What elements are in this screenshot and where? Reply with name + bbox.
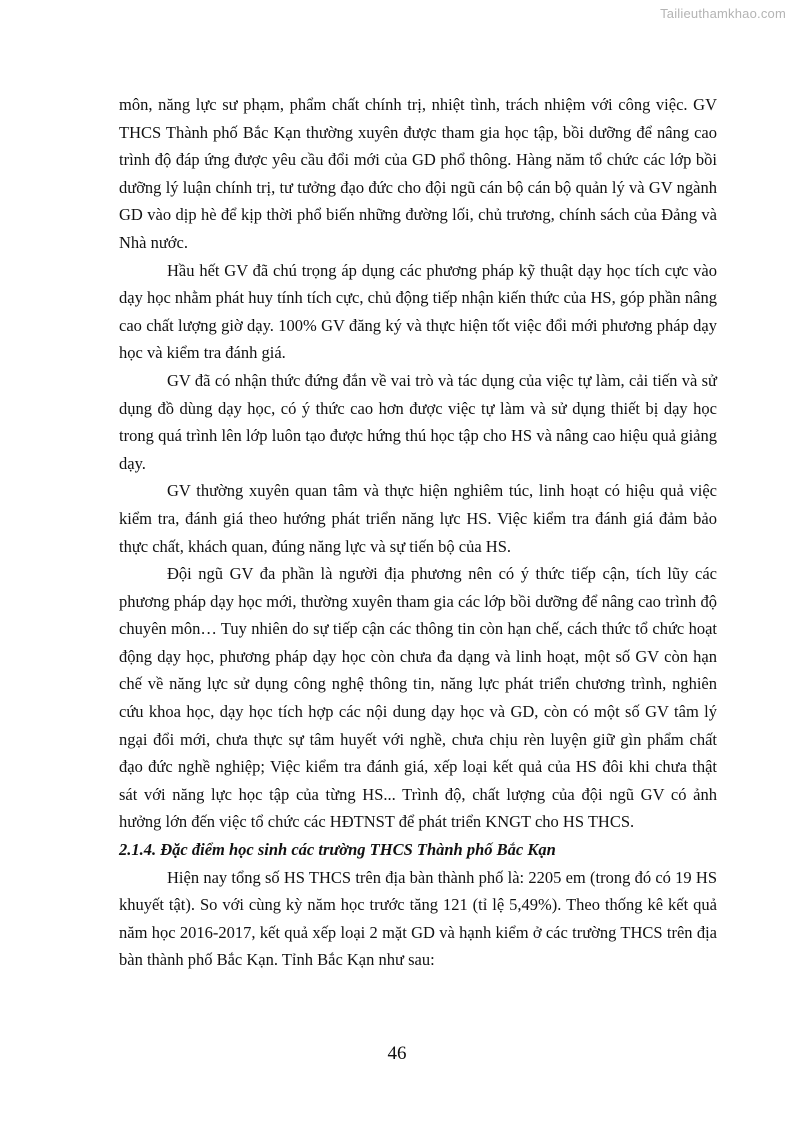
page-number: 46 [387,1043,407,1064]
document-body [119,91,717,974]
paragraph-continued: môn, năng lực sư phạm, phẩm chất chính trị, nhiệt tình, trách nhiệm với công việc. GV THCS Thành phố Bắc Kạn thường xuyên được tham gia học tập, bồi dưỡng để nâng cao trình độ đáp ứng được yêu cầu đổi mới của GD phổ thông. Hàng năm tổ chức các lớp bồi dưỡng lý luận chính trị, tư tưởng đạo đức cho đội ngũ cán bộ cán bộ quản lý và GV ngành GD vào dịp hè để kịp thời phổ biến những đường lối, chủ trương, chính sách của Đảng và Nhà nước. [119,95,717,252]
paragraph: Đội ngũ GV đa phần là người địa phương nên có ý thức tiếp cận, tích lũy các phương pháp dạy học mới, thường xuyên tham gia các lớp bồi dưỡng để nâng cao trình độ chuyên môn… Tuy nhiên do sự tiếp cận các thông tin còn hạn chế, cách thức tổ chức hoạt động dạy học, phương pháp dạy học còn chưa đa dạng và linh hoạt, một số GV còn hạn chế về năng lực sử dụng công nghệ thông tin, năng lực phát triển chương trình, nghiên cứu khoa học, dạy học tích hợp các nội dung dạy học và GD, còn có một số GV tâm lý ngại đổi mới, chưa thực sự tâm huyết với nghề, chưa chịu rèn luyện giữ gìn phẩm chất đạo đức nghề nghiệp; Việc kiểm tra đánh giá, xếp loại kết quả của HS đôi khi chưa thật sát với năng lực học tập của từng HS... Trình độ, chất lượng của đội ngũ GV có ảnh hưởng lớn đến việc tổ chức các HĐTNST để phát triển KNGT cho HS THCS. [119,564,717,832]
paragraph: GV thường xuyên quan tâm và thực hiện nghiêm túc, linh hoạt có hiệu quả việc kiểm tra, đánh giá theo hướng phát triển năng lực HS. Việc kiểm tra đánh giá đảm bảo thực chất, khách quan, đúng năng lực và sự tiến bộ của HS. [119,481,717,556]
section-heading: 2.1.4. Đặc điểm học sinh các trường THCS Thành phố Bắc Kạn [119,840,556,860]
paragraph: Hầu hết GV đã chú trọng áp dụng các phương pháp kỹ thuật dạy học tích cực vào dạy học nhằm phát huy tính tích cực, chủ động tiếp nhận kiến thức của HS, góp phần nâng cao chất lượng giờ dạy. 100% GV đăng ký và thực hiện tốt việc đổi mới phương pháp dạy học và kiểm tra đánh giá. [119,260,717,363]
section-paragraph: Hiện nay tổng số HS THCS trên địa bàn thành phố là: 2205 em (trong đó có 19 HS khuyết tật). So với cùng kỳ năm học trước tăng 121 (tỉ lệ 5,49%). Theo thống kê kết quả năm học 2016-2017, kết quả xếp loại 2 mặt GD và hạnh kiểm ở các trường THCS trên địa bàn thành phố Bắc Kạn. Tỉnh Bắc Kạn như sau: [119,867,717,970]
paragraph: GV đã có nhận thức đứng đắn về vai trò và tác dụng của việc tự làm, cải tiến và sử dụng đồ dùng dạy học, có ý thức cao hơn được việc tự làm và sử dụng thiết bị dạy học trong quá trình lên lớp luôn tạo được hứng thú học tập cho HS và nâng cao hiệu quả giảng dạy. [119,370,717,473]
watermark: Tailieuthamkhao.com [660,6,786,21]
